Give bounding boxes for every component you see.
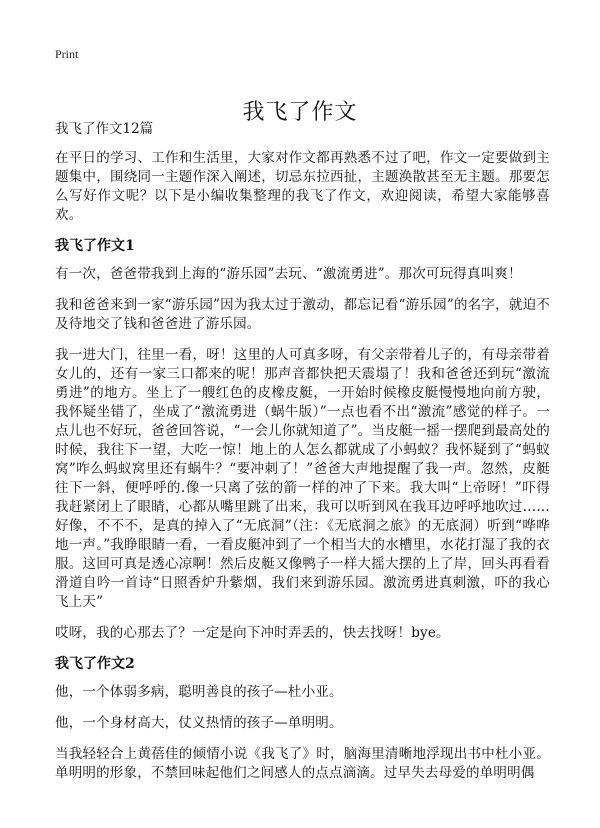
- intro-paragraph: 在平日的学习、工作和生活里，大家对作文都再熟悉不过了吧，作文一定要做到主题集中，围绕同一主题作深入阐述，切忌东拉西扯，主题涣散甚至无主题。那要怎么写好作文呢？以下是小编收集整理的我飞了作文，欢迎阅读，希望大家能够喜欢。: [55, 150, 550, 223]
- page-title: 我飞了作文: [242, 99, 358, 125]
- paragraph: 他，一个身材高大，仗义热情的孩子—单明明。: [55, 715, 343, 731]
- paragraph: 有一次，爸爸带我到上海的“游乐园”去玩、“激流勇进”。那次可玩得真叫爽！: [55, 266, 522, 282]
- paragraph: 哎呀，我的心那去了？一定是向下冲时弄丢的，快去找呀！bye。: [55, 625, 450, 641]
- print-link[interactable]: Print: [55, 47, 79, 61]
- section-heading: 我飞了作文2: [55, 656, 135, 672]
- article-subtitle: 我飞了作文12篇: [55, 121, 154, 137]
- paragraph: 我和爸爸来到一家“游乐园”因为我太过于激动，都忘记看“游乐园”的名字，就迫不及待地交了钱和爸爸进了游乐园。: [55, 297, 550, 332]
- paragraph: 他，一个体弱多病，聪明善良的孩子—杜小亚。: [55, 684, 343, 700]
- article-body: [55, 120, 550, 795]
- paragraph: 当我轻轻合上黄蓓佳的倾情小说《我飞了》时，脑海里清晰地浮现出书中杜小亚。单明明的形象，不禁回味起他们之间感人的点点滴滴。过早失去母爱的单明明偶: [55, 746, 550, 781]
- paragraph: 我一进大门，往里一看，呀！这里的人可真多呀，有父亲带着儿子的，有母亲带着女儿的，还有一家三口都来的呢！那声音都快把天震塌了！我和爸爸还到玩“激流勇进”的地方。坐上了一艘红色的皮橡皮艇，一开始时候橡皮艇慢慢地向前方驶，我怀疑坐错了，坐成了“激流勇进（蜗牛版）”一点也看不出“激流”感觉的样子。一点儿也不好玩，爸爸回答说，“一会儿你就知道了”。当皮艇一摇一摆爬到最高处的时候，我往下一望，大吃一惊！地上的人怎么都就成了小蚂蚁？我怀疑到了“蚂蚁窝”咋么蚂蚁窝里还有蜗牛？“要冲刺了！”爸爸大声地提醒了我一声。忽然，皮艇往下一斜，便呼呼的.像一只离了弦的箭一样的冲了下来。我大叫“上帝呀！”吓得我赶紧闭上了眼睛，心都从嘴里跳了出来，我可以听到风在我耳边呼呼地吹过……好像，不不不，是真的掉入了“无底洞”（注：《无底洞之旅》的无底洞）听到“哗哗地一声。”我睁眼睛一看，一看皮艇冲到了一个相当大的水槽里，水花打湿了我的衣服。这回可真是透心凉啊！然后皮艇又像鸭子一样大摇大摆的上了岸，回头再看看滑道自吟一首诗“日照香炉升紫烟，我们来到游乐园。激流勇进真刺激，吓的我心飞上天”: [55, 347, 550, 610]
- section-heading: 我飞了作文1: [55, 238, 135, 254]
